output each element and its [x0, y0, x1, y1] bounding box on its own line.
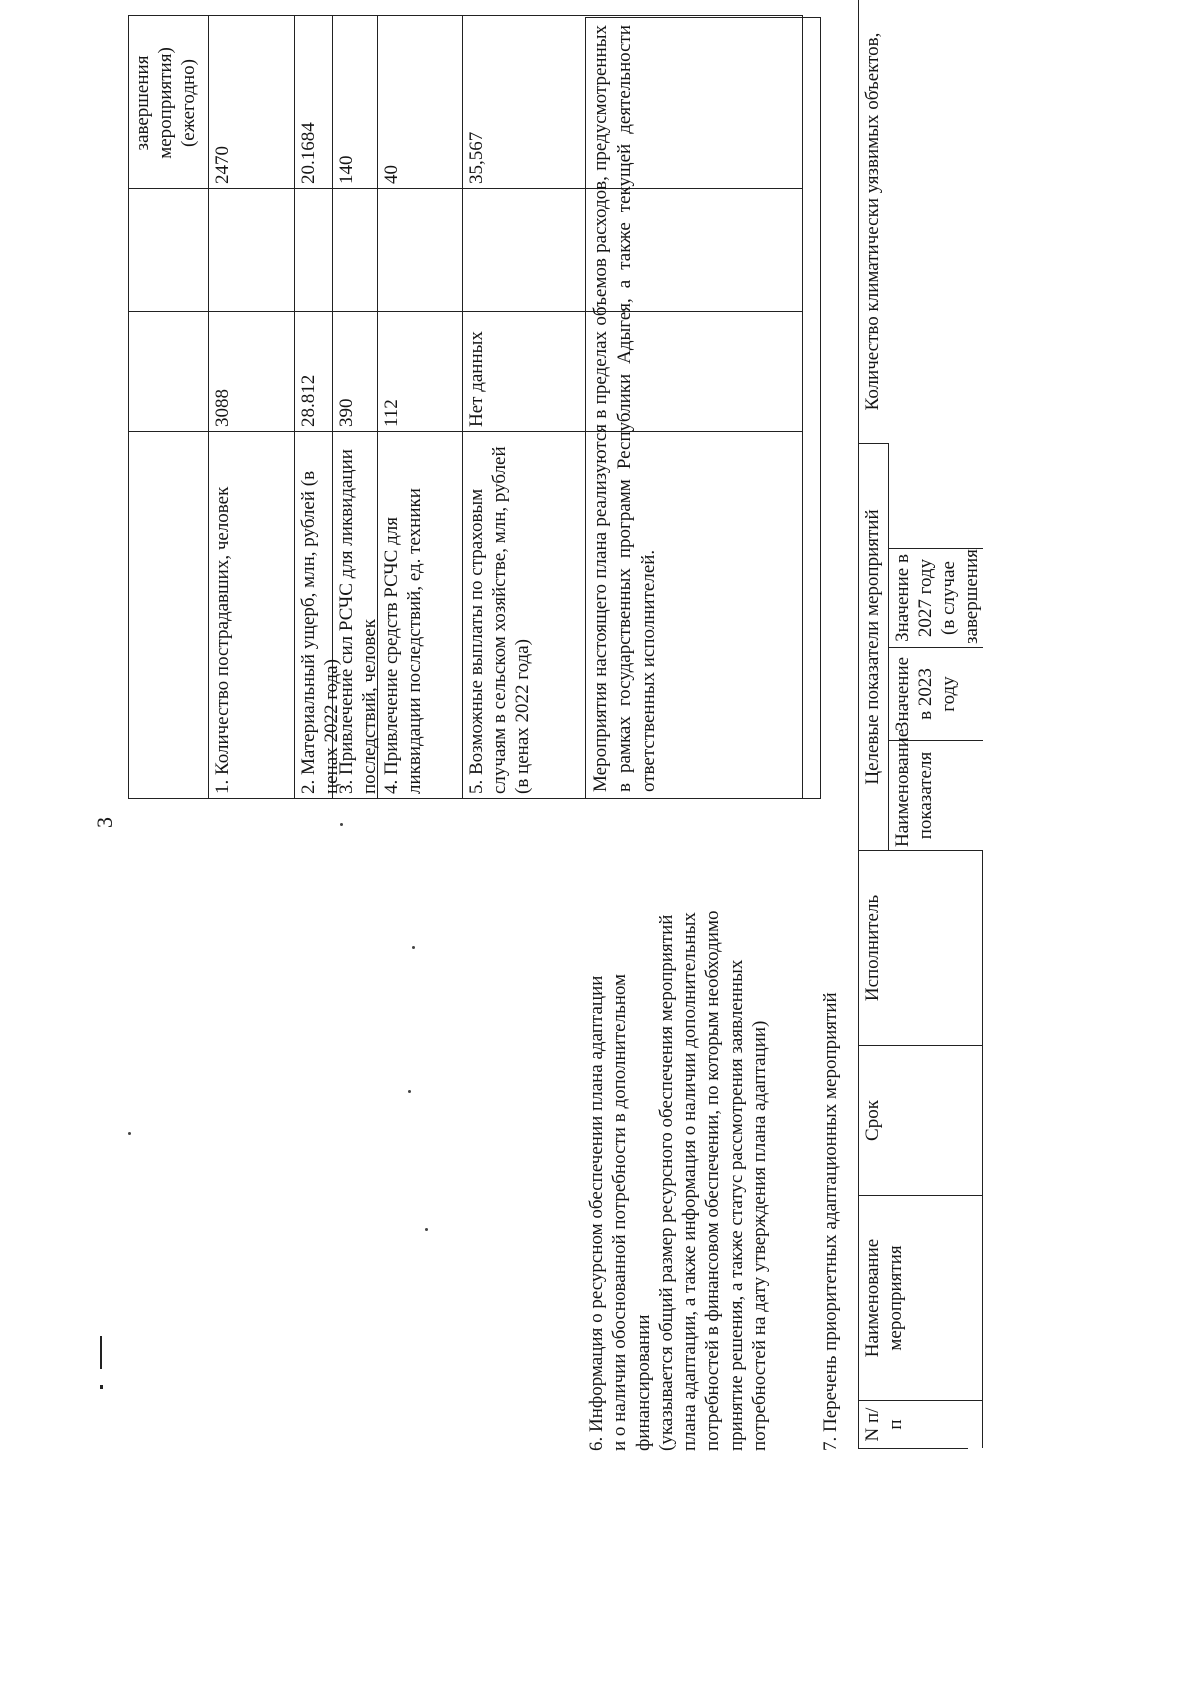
- resource-info-heading: [585, 801, 771, 1451]
- column-header-measure-name: Наименование мероприятия: [859, 1195, 983, 1400]
- column-header-number: N п/п: [859, 1400, 983, 1448]
- indicator-label: 2. Материальный ущерб, млн, рублей (в ценах 2022 года): [295, 431, 333, 798]
- table-cell: [378, 188, 463, 311]
- funding-description: Мероприятия настоящего плана реализуются в пределах объемов расходов, предусмотренных в рамках государственных программ Республики Адыгея, а также текущей деятельности ответственных исполнителей.: [585, 17, 821, 799]
- target-value: 40: [378, 16, 463, 188]
- note-line: плана адаптации, а также информация о наличии дополнительных: [679, 912, 701, 1451]
- priority-measures-table: [858, 0, 982, 1449]
- table-cell: [129, 188, 209, 311]
- target-value: 20.1684: [295, 16, 333, 188]
- indicator-label: 3. Привлечение сил РСЧС для ликвидации последствий, человек: [333, 431, 378, 798]
- table-cell: [129, 311, 209, 431]
- table-cell: [295, 188, 333, 311]
- current-value: Нет данных: [463, 311, 802, 431]
- current-value: 3088: [209, 311, 295, 431]
- heading-line: и о наличии обоснованной потребности в дополнительном: [609, 973, 631, 1451]
- table-cell: [209, 188, 295, 311]
- column-header-value-2023: Значение в 2023 году: [889, 647, 983, 740]
- section-7-title: 7. Перечень приоритетных адаптационных мероприятий: [820, 992, 841, 1451]
- margin-mark: [100, 1336, 102, 1369]
- note-line: потребностей в финансовом обеспечении, по которым необходимо: [702, 910, 724, 1451]
- heading-line: 6. Информация о ресурсном обеспечении плана адаптации: [586, 975, 607, 1451]
- table-cell: [333, 188, 378, 311]
- column-header-target: завершения мероприятия) (ежегодно): [129, 16, 209, 188]
- table-cell: [129, 431, 209, 798]
- current-value: 28.812: [295, 311, 333, 431]
- column-header-executor: Исполнитель: [859, 850, 983, 1045]
- current-value: 390: [333, 311, 378, 431]
- indicator-label: 1. Количество пострадавших, человек: [209, 431, 295, 798]
- scan-speck: [408, 1090, 411, 1093]
- target-value: 35,567: [466, 131, 487, 184]
- column-header-term: Срок: [859, 1045, 983, 1195]
- note-line: (указывается общий размер ресурсного обеспечения мероприятий: [655, 914, 677, 1451]
- note-line: потребностей на дату утверждения плана адаптации): [749, 1020, 771, 1451]
- heading-line: финансировании: [632, 1314, 654, 1451]
- margin-tick: [100, 1385, 103, 1389]
- scan-speck: [340, 823, 343, 826]
- indicator-label: 5. Возможные выплаты по страховым случаям в сельском хозяйстве, млн, рублей (в ценах 2022 года): [463, 431, 802, 798]
- target-value: 140: [333, 16, 378, 188]
- scan-speck: [412, 946, 415, 949]
- column-header-indicator-name: Наименование показателя: [889, 740, 983, 850]
- column-header-vulnerable-count: Количество климатически уязвимых объектов,: [859, 0, 983, 443]
- page-number: 3: [92, 817, 117, 828]
- column-header-value-2027: Значение в 2027 году (в случае завершения: [889, 548, 983, 647]
- indicator-label: 4. Привлечение средств РСЧС для ликвидации последствий, ед. техники: [378, 431, 463, 798]
- note-line: принятие решения, а также статус рассмотрения заявленных: [725, 959, 747, 1451]
- scan-speck: [128, 1132, 131, 1135]
- current-value: 112: [378, 311, 463, 431]
- scan-speck: [425, 1228, 428, 1231]
- target-value: 2470: [209, 16, 295, 188]
- column-header-target-indicators: Целевые показатели мероприятий: [859, 443, 889, 850]
